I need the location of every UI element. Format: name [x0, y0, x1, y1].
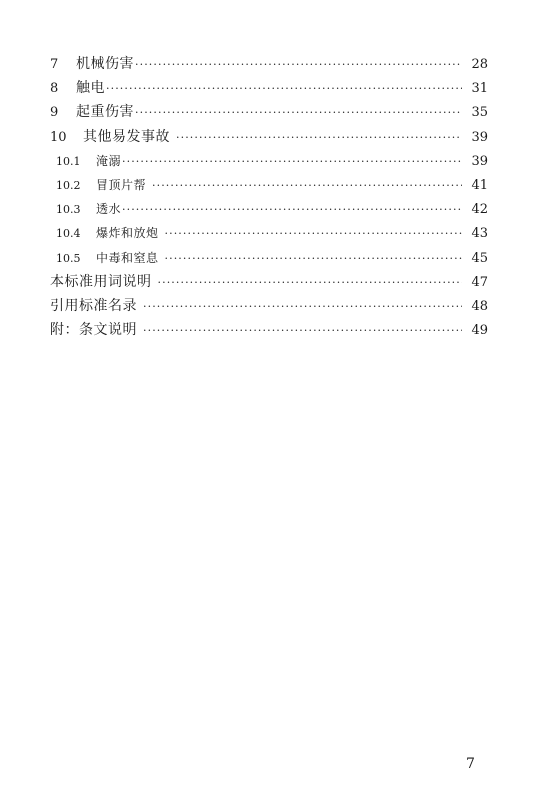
toc-entry-title: 附：条文说明: [50, 322, 137, 339]
toc-entry-page: 35: [471, 105, 488, 121]
toc-entry-title: 透水: [96, 202, 122, 217]
toc-entry-number: 10.1: [56, 154, 81, 168]
toc-subentry[interactable]: [50, 173, 488, 197]
toc-entry[interactable]: [50, 294, 488, 318]
toc-subentry[interactable]: [50, 246, 488, 270]
toc-entry-title: 机械伤害: [76, 56, 134, 72]
table-of-contents: [50, 52, 488, 342]
toc-entry-page: 39: [471, 153, 488, 169]
toc-entry-title: 冒顶片帮: [96, 177, 147, 192]
toc-entry-page: 31: [471, 81, 488, 97]
toc-entry-number: 10.4: [56, 227, 81, 241]
toc-entry-number: 10: [50, 129, 67, 145]
toc-leader-dots: [165, 222, 462, 245]
toc-entry-page: 28: [471, 57, 488, 72]
page-number: 7: [466, 756, 475, 772]
toc-entry[interactable]: [50, 125, 488, 149]
toc-entry-title: 爆炸和放炮: [96, 226, 159, 241]
toc-entry[interactable]: [50, 52, 488, 76]
toc-entry-number: 10.5: [56, 251, 81, 265]
toc-entry[interactable]: [50, 100, 488, 124]
toc-entry-page: 45: [471, 250, 488, 266]
toc-leader-dots: [106, 77, 462, 100]
toc-entry-title: 触电: [76, 80, 105, 97]
toc-subentry[interactable]: [50, 149, 488, 173]
toc-leader-dots: [176, 126, 462, 149]
toc-subentry[interactable]: [50, 221, 488, 245]
toc-leader-dots: [122, 198, 462, 221]
toc-entry[interactable]: [50, 270, 488, 294]
toc-entry-title: 起重伤害: [76, 104, 134, 121]
toc-entry-title: 淹溺: [96, 153, 122, 168]
toc-entry-page: 43: [471, 226, 488, 242]
toc-entry-page: 48: [471, 298, 488, 314]
toc-leader-dots: [135, 101, 462, 124]
toc-entry-page: 47: [471, 274, 488, 290]
toc-entry[interactable]: [50, 318, 488, 342]
toc-entry-number: 10.2: [56, 178, 81, 192]
toc-entry-title: 其他易发事故: [83, 128, 170, 145]
toc-entry-page: 42: [471, 202, 488, 218]
toc-leader-dots: [165, 247, 462, 270]
toc-entry-title: 引用标准名录: [50, 297, 137, 314]
toc-entry-title: 本标准用词说明: [50, 273, 152, 290]
toc-entry-number: 9: [50, 105, 59, 121]
toc-entry-page: 49: [471, 323, 488, 339]
toc-entry[interactable]: [50, 76, 488, 100]
toc-entry-page: 39: [471, 129, 488, 145]
toc-leader-dots: [143, 319, 462, 342]
toc-leader-dots: [158, 271, 463, 294]
toc-entry-number: 8: [50, 81, 59, 97]
toc-leader-dots: [135, 53, 462, 76]
toc-subentry[interactable]: [50, 197, 488, 221]
toc-entry-number: 7: [50, 57, 59, 72]
toc-leader-dots: [122, 150, 462, 173]
toc-leader-dots: [143, 295, 462, 318]
toc-entry-page: 41: [471, 177, 488, 193]
toc-entry-title: 中毒和窒息: [96, 250, 159, 265]
toc-leader-dots: [152, 174, 462, 197]
toc-entry-number: 10.3: [56, 203, 81, 217]
